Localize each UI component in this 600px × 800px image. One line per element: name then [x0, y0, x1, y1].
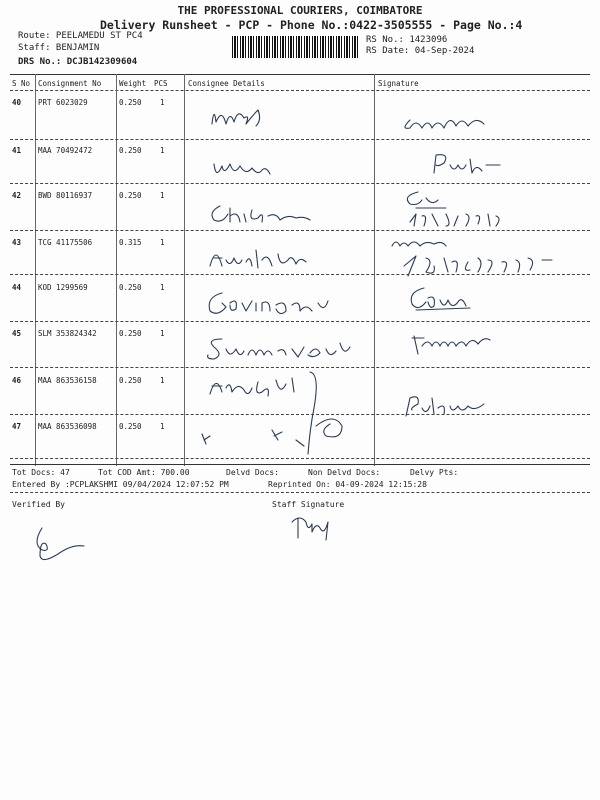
rs-date: RS Date: 04-Sep-2024: [366, 46, 475, 56]
receiver-signature: [402, 280, 492, 316]
runsheet-subtitle: Delivery Runsheet - PCP - Phone No.:0422-3505555 - Page No.:4: [100, 18, 523, 32]
route-label: Route: PEELAMEDU ST PC4: [18, 31, 143, 41]
receiver-signature: [396, 386, 516, 422]
consignee-handwriting: [200, 329, 370, 367]
receiver-signature: [396, 186, 526, 230]
row-pcs: 1: [160, 238, 165, 247]
row-sno: 41: [12, 146, 22, 155]
receiver-signature: [404, 324, 514, 358]
receiver-signature: [386, 232, 566, 278]
staff-signature: [288, 508, 338, 544]
barcode-image: [232, 36, 360, 58]
verified-by-label: Verified By: [12, 500, 65, 509]
entered-by: Entered By :PCPLAKSHMI 09/04/2024 12:07:52 PM: [12, 480, 229, 489]
row-sno: 42: [12, 191, 22, 200]
delivered-docs: Delvd Docs:: [226, 468, 279, 477]
col-header-consignee: Consignee Details: [188, 79, 265, 88]
row-consignment: SLM 353824342: [38, 329, 97, 338]
col-header-sno: S No: [12, 79, 31, 88]
col-header-pcs: PCS: [154, 79, 168, 88]
col-header-signature: Signature: [378, 79, 419, 88]
row-pcs: 1: [160, 191, 165, 200]
row-weight: 0.250: [119, 422, 142, 431]
receiver-signature: [420, 145, 520, 179]
col-divider: [374, 74, 375, 466]
table-top-rule: [10, 74, 590, 75]
row-consignment: PRT 6023029: [38, 98, 88, 107]
rs-number: RS No.: 1423096: [366, 35, 448, 45]
row-pcs: 1: [160, 422, 165, 431]
row-weight: 0.250: [119, 376, 142, 385]
total-docs: Tot Docs: 47: [12, 468, 70, 477]
company-title: THE PROFESSIONAL COURIERS, COIMBATORE: [177, 4, 423, 17]
footer-rule: [10, 492, 590, 493]
receiver-signature: [392, 104, 512, 136]
total-cod-amount: Tot COD Amt: 700.00: [98, 468, 190, 477]
consignee-handwriting: [196, 368, 356, 466]
row-pcs: 1: [160, 329, 165, 338]
row-consignment: BWD 80116937: [38, 191, 93, 200]
row-pcs: 1: [160, 146, 165, 155]
row-sno: 45: [12, 329, 22, 338]
col-divider: [35, 74, 36, 466]
consignee-handwriting: [200, 238, 330, 274]
staff-signature-label: Staff Signature: [272, 500, 345, 509]
row-weight: 0.250: [119, 283, 142, 292]
row-divider: [10, 230, 590, 231]
col-divider: [184, 74, 185, 466]
row-sno: 47: [12, 422, 22, 431]
row-consignment: KOD 1299569: [38, 283, 88, 292]
row-divider: [10, 321, 590, 322]
staff-label: Staff: BENJAMIN: [18, 43, 100, 53]
reprinted-on: Reprinted On: 04-09-2024 12:15:28: [268, 480, 427, 489]
consignee-handwriting: [200, 196, 340, 230]
consignee-handwriting: [200, 96, 320, 136]
consignee-handwriting: [200, 146, 320, 186]
row-consignment: MAA 863536098: [38, 422, 97, 431]
row-pcs: 1: [160, 98, 165, 107]
row-sno: 40: [12, 98, 22, 107]
col-header-consignment: Consignment No: [38, 79, 102, 88]
row-weight: 0.250: [119, 329, 142, 338]
row-sno: 46: [12, 376, 22, 385]
row-weight: 0.250: [119, 98, 142, 107]
row-pcs: 1: [160, 283, 165, 292]
row-consignment: MAA 863536158: [38, 376, 97, 385]
row-weight: 0.250: [119, 146, 142, 155]
row-consignment: MAA 70492472: [38, 146, 93, 155]
table-header-rule: [10, 90, 590, 91]
row-weight: 0.250: [119, 191, 142, 200]
non-delivered-docs: Non Delvd Docs:: [308, 468, 381, 477]
row-pcs: 1: [160, 376, 165, 385]
consignee-handwriting: [200, 283, 340, 321]
row-sno: 44: [12, 283, 22, 292]
row-weight: 0.315: [119, 238, 142, 247]
col-divider: [116, 74, 117, 466]
col-header-weight: Weight: [119, 79, 147, 88]
row-consignment: TCG 41175506: [38, 238, 93, 247]
verifier-signature: [28, 520, 88, 570]
row-divider: [10, 139, 590, 140]
delivery-points: Delvy Pts:: [410, 468, 459, 477]
drs-number: DRS No.: DCJB142309604: [18, 57, 138, 67]
row-sno: 43: [12, 238, 22, 247]
